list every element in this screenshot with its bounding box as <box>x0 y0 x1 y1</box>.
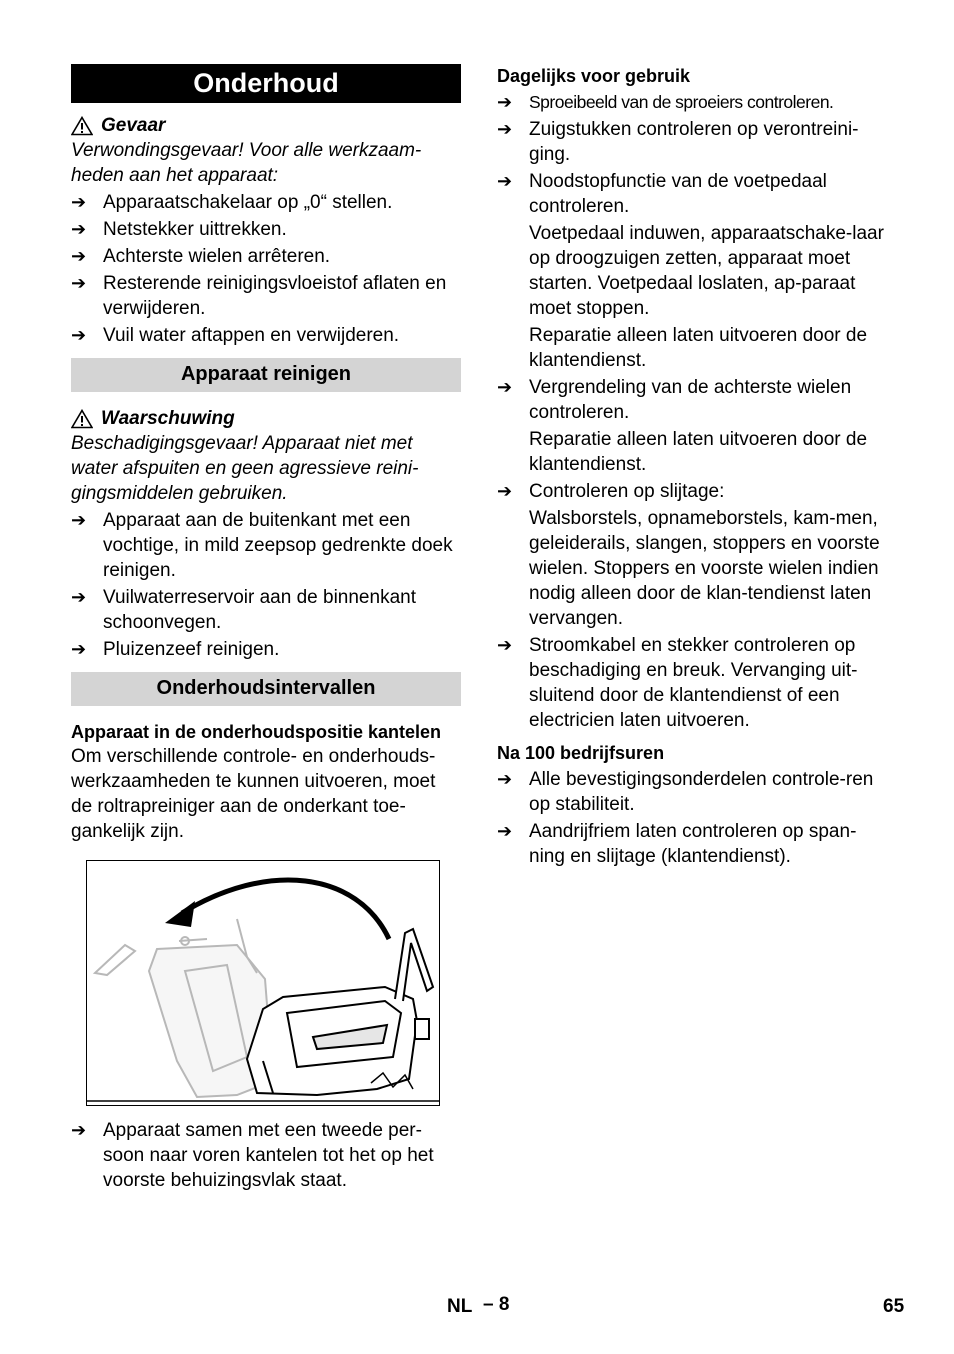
step-text: Noodstopfunctie van de voetpedaal controleren. <box>529 171 827 217</box>
arrow-right-icon: ➔ <box>497 119 513 139</box>
arrow-right-icon: ➔ <box>71 325 87 345</box>
step-text: Aandrijfriem laten controleren op span-ning en slijtage (klantendienst). <box>529 821 857 867</box>
list-item <box>497 479 889 504</box>
arrow-right-icon: ➔ <box>71 1120 87 1140</box>
danger-text: Verwondingsgevaar! Voor alle werkzaam-heden aan het apparaat: <box>71 140 422 186</box>
subheading-daily: Dagelijks voor gebruik <box>497 66 691 86</box>
list-item <box>71 190 461 215</box>
step-text: Achterste wielen arrêteren. <box>103 246 331 267</box>
footer-page-number: 65 <box>883 1296 905 1317</box>
list-item <box>497 375 889 425</box>
list-item <box>497 633 889 733</box>
machine-tilted <box>247 929 433 1095</box>
arrow-right-icon: ➔ <box>71 510 87 530</box>
step-text: Sproeibeeld van de sproeiers controleren. <box>529 92 834 112</box>
list-item <box>71 244 461 269</box>
intro-paragraph: Om verschillende controle- en onderhouds-werkzaamheden te kunnen uitvoeren, moet de roltrapreiniger aan de onderkant toe-gankelijk zijn. <box>71 746 436 842</box>
list-item <box>497 117 889 167</box>
arrow-right-icon: ➔ <box>71 246 87 266</box>
arrow-right-icon: ➔ <box>71 219 87 239</box>
tilt-illustration <box>86 860 440 1106</box>
warning-heading <box>71 406 461 431</box>
arrow-right-icon: ➔ <box>71 639 87 659</box>
arrow-right-icon: ➔ <box>71 587 87 607</box>
arrow-right-icon: ➔ <box>497 635 513 655</box>
step-text: Apparaatschakelaar op „0“ stellen. <box>103 192 393 213</box>
step-note: Voetpedaal induwen, apparaatschake-laar op droogzuigen zetten, apparaat moet starten. Voetpedaal loslaten, ap-paraat moet stoppen. <box>529 223 884 319</box>
arrow-head-icon <box>165 901 195 927</box>
step-text: Pluizenzeef reinigen. <box>103 639 280 660</box>
step-text: Controleren op slijtage: <box>529 481 725 502</box>
list-item <box>71 585 461 635</box>
step-note: Walsborstels, opnameborstels, kam-men, geleiderails, slangen, stoppers en voorste wielen. Stoppers en voorste wielen indien nodig alleen door de klan-tendienst laten vervangen. <box>529 508 880 629</box>
list-item <box>71 637 461 662</box>
machine-tilt-drawing <box>87 861 439 1105</box>
danger-heading <box>71 113 461 138</box>
list-item <box>497 169 889 219</box>
page-title: Onderhoud <box>71 64 461 103</box>
footer-section-page: – 8 <box>483 1294 510 1315</box>
footer-language: NL <box>447 1296 473 1317</box>
step-text: Apparaat samen met een tweede per-soon naar voren kantelen tot het op het voorste behuizingsvlak staat. <box>103 1120 434 1191</box>
right-column <box>497 64 889 869</box>
warning-text: Beschadigingsgevaar! Apparaat niet met water afspuiten en geen agressieve reini-gingsmiddelen gebruiken. <box>71 433 419 504</box>
list-item <box>71 1118 461 1193</box>
list-item <box>497 819 889 869</box>
arrow-right-icon: ➔ <box>71 273 87 293</box>
arrow-right-icon: ➔ <box>497 821 513 841</box>
section-title-intervals: Onderhoudsintervallen <box>71 672 461 706</box>
list-item <box>71 271 461 321</box>
arrow-right-icon: ➔ <box>497 769 513 789</box>
list-item <box>71 217 461 242</box>
arrow-right-icon: ➔ <box>71 192 87 212</box>
step-text: Vuil water aftappen en verwijderen. <box>103 325 400 346</box>
left-column <box>71 64 461 1193</box>
list-item <box>497 767 889 817</box>
step-note: Reparatie alleen laten uitvoeren door de klantendienst. <box>529 429 868 475</box>
subheading-tilt: Apparaat in de onderhoudspositie kantelen <box>71 722 442 742</box>
step-text: Alle bevestigingsonderdelen controle-ren op stabiliteit. <box>529 769 874 815</box>
step-note: Reparatie alleen laten uitvoeren door de klantendienst. <box>529 325 868 371</box>
arrow-right-icon: ➔ <box>497 377 513 397</box>
danger-label: Gevaar <box>101 115 166 136</box>
arrow-right-icon: ➔ <box>497 171 513 191</box>
step-text: Resterende reinigingsvloeistof aflaten en verwijderen. <box>103 273 447 319</box>
step-text: Vuilwaterreservoir aan de binnenkant schoonvegen. <box>103 587 416 633</box>
subheading-100-hours: Na 100 bedrijfsuren <box>497 743 665 763</box>
step-text: Stroomkabel en stekker controleren op beschadiging en breuk. Vervanging uit-sluitend door de klantendienst of een electricien laten uitvoeren. <box>529 635 858 731</box>
step-text: Netstekker uittrekken. <box>103 219 287 240</box>
arrow-right-icon: ➔ <box>497 481 513 501</box>
warning-triangle-icon <box>71 116 93 136</box>
step-text: Apparaat aan de buitenkant met een vochtige, in mild zeepsop gedrenkte doek reinigen. <box>103 510 453 581</box>
step-text: Zuigstukken controleren op verontreini-ging. <box>529 119 859 165</box>
step-text: Vergrendeling van de achterste wielen controleren. <box>529 377 852 423</box>
list-item <box>497 90 889 115</box>
warning-triangle-icon <box>71 409 93 429</box>
machine-ghost <box>95 919 273 1097</box>
warning-label: Waarschuwing <box>101 408 235 429</box>
arrow-right-icon: ➔ <box>497 92 513 112</box>
curved-arrow-icon <box>182 880 389 939</box>
list-item <box>71 508 461 583</box>
list-item <box>71 323 461 348</box>
section-title-cleaning: Apparaat reinigen <box>71 358 461 392</box>
